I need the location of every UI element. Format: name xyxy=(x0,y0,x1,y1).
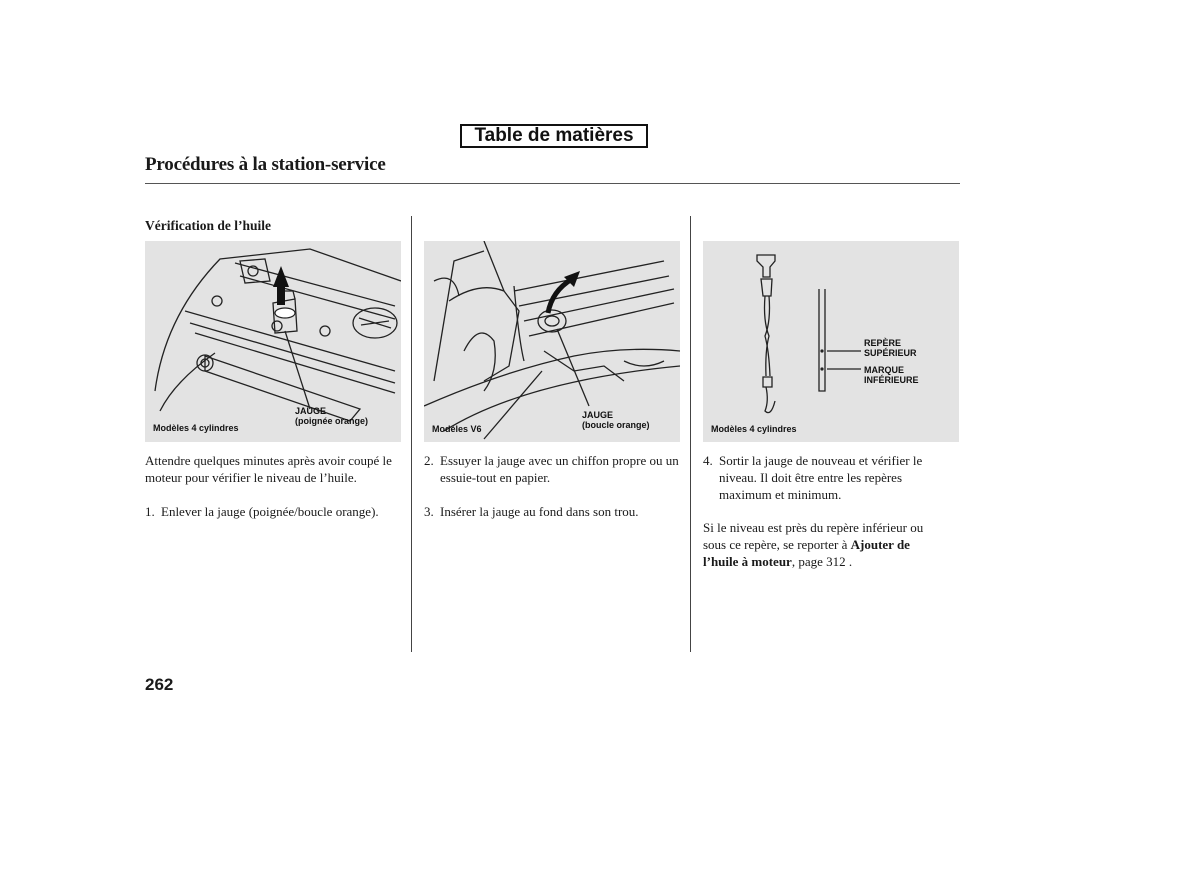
section-heading: Vérification de l’huile xyxy=(145,218,271,233)
step-2 xyxy=(424,452,686,486)
figure-dipstick xyxy=(703,241,959,442)
step-1-number: 1. xyxy=(145,504,155,519)
figure1-model-label: Modèles 4 cylindres xyxy=(153,423,239,433)
lower-mark-label-line2: INFÉRIEURE xyxy=(864,375,919,385)
figure2-model-label: Modèles V6 xyxy=(432,424,482,434)
oil-level-note xyxy=(703,519,948,570)
figure1-callout-line1: JAUGE xyxy=(295,406,327,416)
step-3 xyxy=(424,503,686,520)
engine-4-cylinder-illustration xyxy=(145,241,401,442)
lower-mark-label-line1: MARQUE xyxy=(864,365,904,375)
upper-mark-label-line1: REPÈRE xyxy=(864,338,902,348)
figure2-callout-line1: JAUGE xyxy=(582,410,614,420)
step-4-number: 4. xyxy=(703,453,713,468)
page-number: 262 xyxy=(145,675,174,694)
figure-engine-4-cylinder xyxy=(145,241,401,442)
intro-paragraph: Attendre quelques minutes après avoir coupé le moteur pour vérifier le niveau de l’huile. xyxy=(145,453,392,485)
step-3-text: Insérer la jauge au fond dans son trou. xyxy=(440,504,639,519)
engine-v6-illustration xyxy=(424,241,680,442)
step-4 xyxy=(703,452,948,503)
step-1-text: Enlever la jauge (poignée/boucle orange). xyxy=(161,504,379,519)
column-divider-2 xyxy=(690,216,691,652)
figure3-model-label: Modèles 4 cylindres xyxy=(711,424,797,434)
figure1-callout-line2: (poignée orange) xyxy=(295,416,369,426)
figure-engine-v6 xyxy=(424,241,680,442)
step-3-number: 3. xyxy=(424,504,434,519)
figure2-callout-line2: (boucle orange) xyxy=(582,420,650,430)
add-engine-oil-link[interactable]: Ajouter de l’huile à moteur xyxy=(703,537,910,569)
step-4-text: Sortir la jauge de nouveau et vérifier le niveau. Il doit être entre les repères maximum et minimum. xyxy=(719,453,923,502)
dipstick-illustration xyxy=(703,241,959,442)
table-of-contents-button[interactable]: Table de matières xyxy=(460,124,648,148)
page-title: Procédures à la station-service xyxy=(145,154,386,175)
step-1 xyxy=(145,503,407,520)
column-divider-1 xyxy=(411,216,412,652)
step-2-text: Essuyer la jauge avec un chiffon propre ou un essuie-tout en papier. xyxy=(440,453,679,485)
step-2-number: 2. xyxy=(424,453,434,468)
title-rule xyxy=(145,183,960,184)
note-text-after: , page 312 . xyxy=(791,554,853,569)
upper-mark-label-line2: SUPÉRIEUR xyxy=(864,348,917,358)
note-text-before: Si le niveau est près du repère inférieur ou sous ce repère, se reporter à xyxy=(703,520,924,552)
